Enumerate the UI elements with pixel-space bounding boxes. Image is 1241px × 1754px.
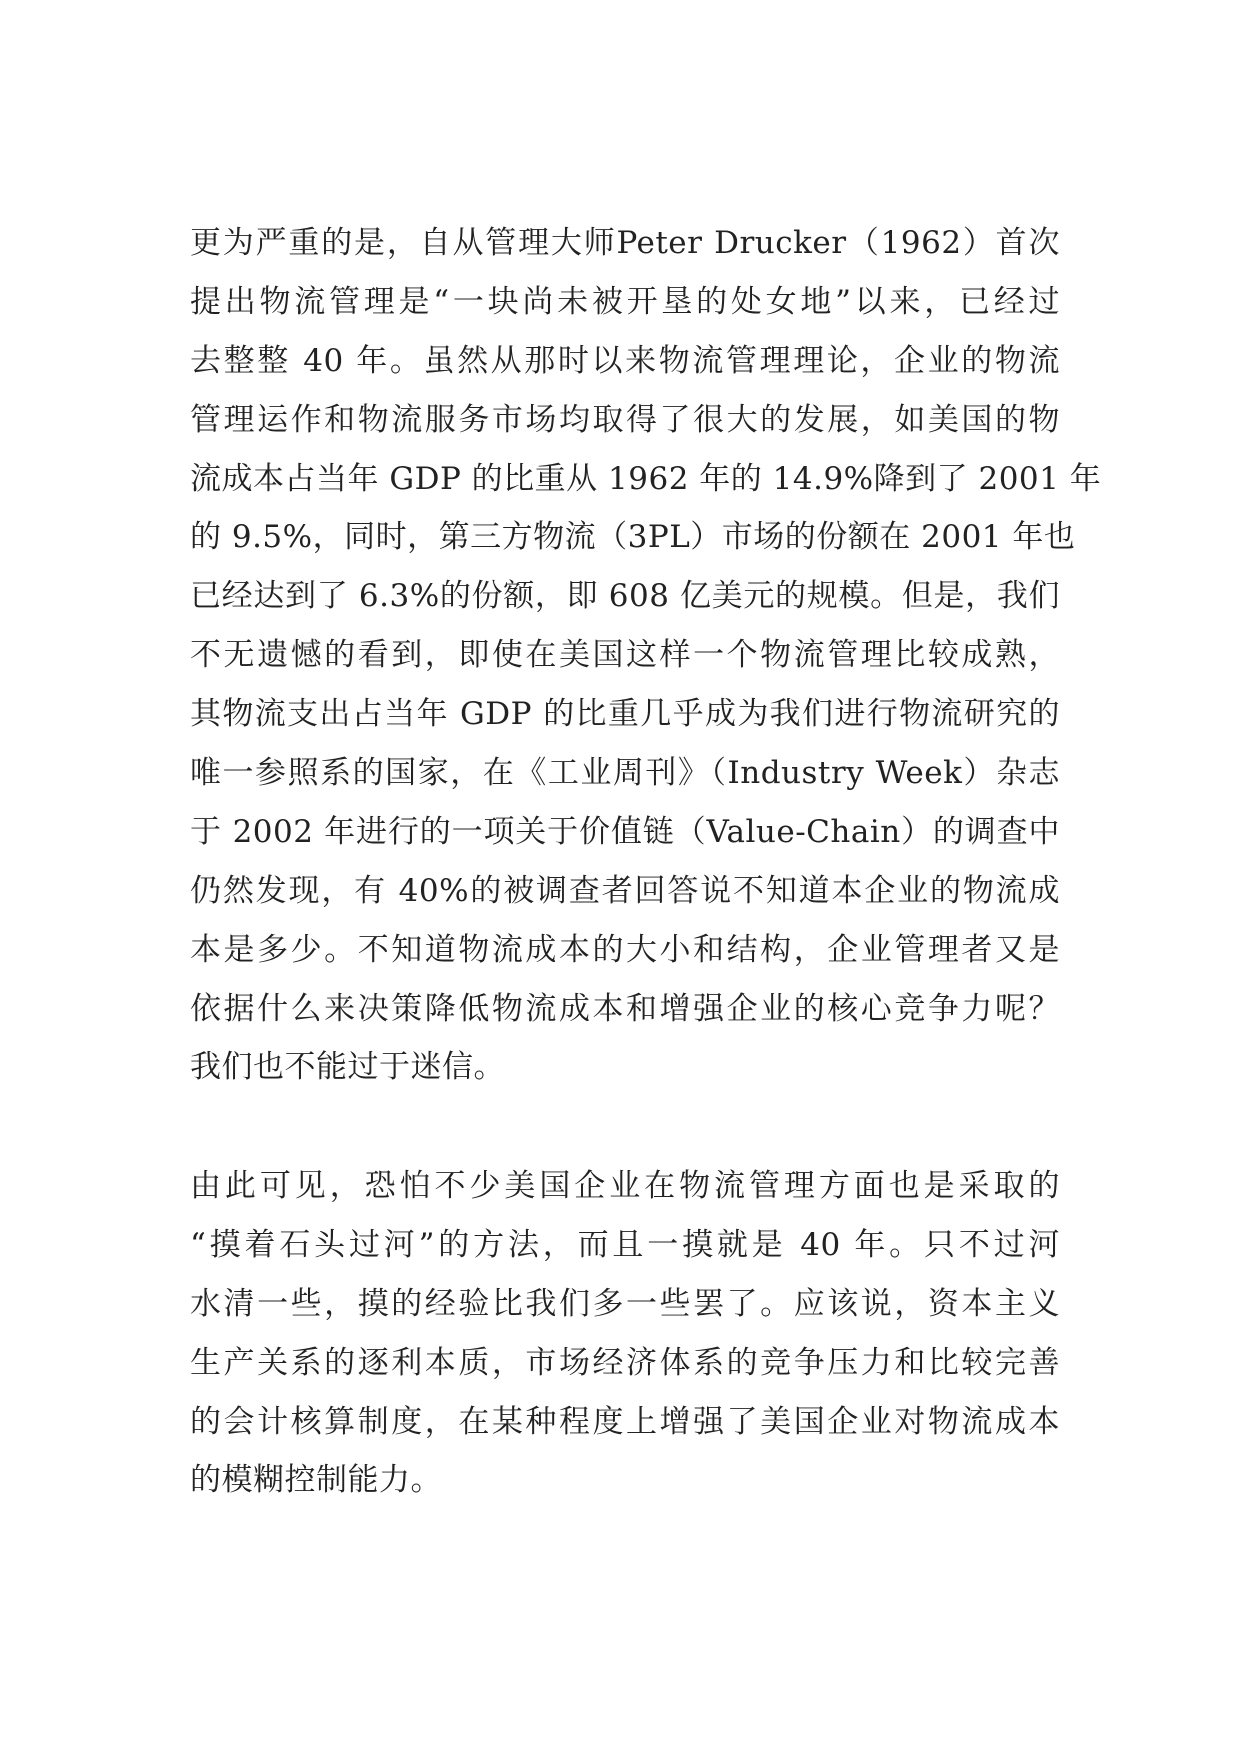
text-line: 唯一参照系的国家，在《工业周刊》（Industry Week）杂志	[190, 755, 1060, 792]
text-line: 水清一些，摸的经验比我们多一些罢了。应该说，资本主义	[190, 1285, 1060, 1322]
text-line: 的模糊控制能力。	[190, 1462, 442, 1499]
paragraph-1	[190, 214, 1102, 1097]
text-line: 生产关系的逐利本质，市场经济体系的竞争压力和比较完善	[190, 1344, 1060, 1381]
text-line: 提出物流管理是“一块尚未被开垦的处女地”以来，已经过	[190, 283, 1060, 320]
text-line: 流成本占当年 GDP 的比重从 1962 年的 14.9%降到了 2001 年	[190, 460, 1102, 497]
text-line: 去整整 40 年。虽然从那时以来物流管理理论，企业的物流	[190, 342, 1060, 379]
text-line: 不无遗憾的看到，即使在美国这样一个物流管理比较成熟，	[190, 637, 1060, 674]
text-line: 于 2002 年进行的一项关于价值链（Value-Chain）的调查中	[190, 813, 1060, 850]
text-line: 仍然发现，有 40%的被调查者回答说不知道本企业的物流成	[190, 872, 1060, 909]
text-line: 本是多少。不知道物流成本的大小和结构，企业管理者又是	[190, 931, 1060, 968]
text-line: 由此可见，恐怕不少美国企业在物流管理方面也是采取的	[190, 1168, 1060, 1204]
text-line: 其物流支出占当年 GDP 的比重几乎成为我们进行物流研究的	[190, 696, 1060, 733]
text-line: 管理运作和物流服务市场均取得了很大的发展，如美国的物	[190, 401, 1060, 438]
text-line: 的会计核算制度，在某种程度上增强了美国企业对物流成本	[190, 1403, 1060, 1440]
text-line: 已经达到了 6.3%的份额，即 608 亿美元的规模。但是，我们	[190, 578, 1060, 615]
text-line: 依据什么来决策降低物流成本和增强企业的核心竞争力呢？	[190, 990, 1060, 1027]
text-line: 更为严重的是，自从管理大师Peter Drucker（1962）首次	[190, 225, 1060, 261]
text-line: “摸着石头过河”的方法，而且一摸就是 40 年。只不过河	[190, 1226, 1060, 1263]
text-line: 的 9.5%，同时，第三方物流（3PL）市场的份额在 2001 年也	[190, 519, 1076, 556]
paragraph-2	[190, 1157, 1060, 1510]
text-line: 我们也不能过于迷信。	[190, 1049, 505, 1086]
